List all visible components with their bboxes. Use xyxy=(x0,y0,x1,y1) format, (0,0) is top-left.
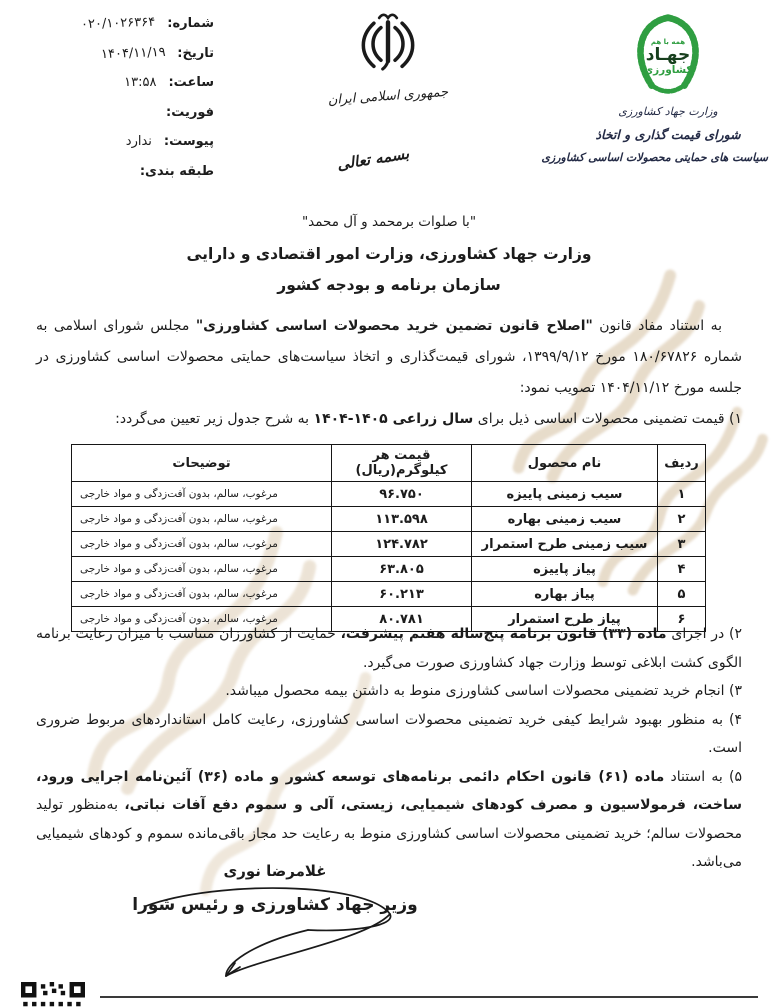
cell-product-name: سیب زمینی پاییزه xyxy=(472,482,658,507)
national-emblem xyxy=(318,10,458,109)
recipients-line2: سازمان برنامه و بودجه کشور xyxy=(277,276,501,294)
paragraph: به استناد مفاد قانون "اصلاح قانون تضمین خرید محصولات اساسی کشاورزی" مجلس شورای اسلامی به شماره ۱۸۰/۶۷۸۲۶ مورخ ۱۳۹۹/۹/۱۲، شورای قیمت‌گذاری و اتخاذ سیاست‌های حمایتی محصولات اساسی کشاورزی در جلسه مورخ ۱۴۰۴/۱۱/۱۲ تصویب نمود: xyxy=(36,318,743,396)
table-row xyxy=(72,582,706,607)
header-price-per-kg: قیمت هر کیلوگرم(ریال) xyxy=(332,445,472,482)
header-rank: ردیف xyxy=(658,445,706,482)
council-name-line2: سیاست های حمایتی محصولات اساسی کشاورزی xyxy=(541,151,768,164)
date-label: تاریخ: xyxy=(177,45,214,61)
iran-emblem-icon xyxy=(359,10,417,84)
number-label: شماره: xyxy=(167,16,214,31)
cell-price: ۱۱۳.۵۹۸ xyxy=(332,507,472,532)
cell-description: مرغوب، سالم، بدون آفت‌زدگی و مواد خارجی xyxy=(72,482,332,507)
besmellah-calligraphy: بسمه تعالی xyxy=(335,144,411,174)
logo-name-main: جهـاد xyxy=(645,44,691,65)
number-value: ۰۲۰/۱۰۲۶۳۶۴ xyxy=(80,14,156,33)
classification-label: طبقه بندی: xyxy=(139,163,214,179)
clauses-paragraphs xyxy=(36,620,742,877)
cell-rank: ۱ xyxy=(658,482,706,507)
cell-rank: ۳ xyxy=(658,532,706,557)
cell-product-name: پیاز پاییزه xyxy=(472,557,658,582)
time-value: ۱۳:۵۸ xyxy=(124,75,157,90)
ministry-name-calligraphy: وزارت جهاد کشاورزی xyxy=(618,105,718,118)
attachment-value: ندارد xyxy=(125,134,152,149)
cell-product-name: پیاز طرح استمرار xyxy=(472,607,658,632)
paragraph: ۲) در اجرای ماده (۳۳) قانون برنامه پنج‌ساله هفتم پیشرفت، حمایت از کشاورزان متناسب با میزان رعایت برنامه الگوی کشت ابلاغی توسط وزارت جهاد کشاورزی صورت می‌گیرد. xyxy=(36,626,742,671)
cell-price: ۱۲۴.۷۸۲ xyxy=(332,532,472,557)
cell-rank: ۵ xyxy=(658,582,706,607)
intro-paragraphs xyxy=(36,311,742,435)
salutation-line: "با صلوات برمحمد و آل محمد" xyxy=(301,214,477,230)
header-description: توضیحات xyxy=(72,445,332,482)
paragraph: ۵) به استناد ماده (۶۱) قانون احکام دائمی برنامه‌های توسعه کشور و ماده (۳۶) آئین‌نامه اجرایی ورود، ساخت، فرمولاسیون و مصرف کودهای شیمیایی، زیستی، آلی و سموم دفع آفات نباتی، به‌منظور تولید محصولات سالم؛ خرید تضمینی محصولات اساسی کشاورزی منوط به رعایت حد مجاز باقی‌مانده سموم و کودهای شیمیایی می‌باشد. xyxy=(36,768,742,870)
logo-motto: همه با هم xyxy=(650,37,686,46)
footer-divider xyxy=(100,996,758,998)
field-urgency xyxy=(14,105,214,135)
cell-price: ۶۰.۲۱۳ xyxy=(332,582,472,607)
recipients-line1: وزارت جهاد کشاورزی، وزارت امور اقتصادی و دارایی xyxy=(186,245,592,263)
cell-description: مرغوب، سالم، بدون آفت‌زدگی و مواد خارجی xyxy=(72,532,332,557)
field-time xyxy=(14,75,214,105)
country-name-calligraphy: جمهوری اسلامی ایران xyxy=(327,84,449,109)
cell-price: ۹۶.۷۵۰ xyxy=(332,482,472,507)
cell-product-name: سیب زمینی طرح استمرار xyxy=(472,532,658,557)
field-classification xyxy=(14,164,214,194)
paragraph: ۱) قیمت تضمینی محصولات اساسی ذیل برای سال زراعی ۱۴۰۴-۱۴۰۵ به شرح جدول زیر تعیین می‌گردد: xyxy=(115,411,742,427)
header-product-name: نام محصول xyxy=(472,445,658,482)
cell-product-name: پیاز بهاره xyxy=(472,582,658,607)
urgency-label: فوریت: xyxy=(166,104,214,120)
guaranteed-price-table xyxy=(71,444,706,632)
field-date xyxy=(14,46,214,76)
cell-rank: ۴ xyxy=(658,557,706,582)
jihad-agriculture-logo-icon xyxy=(624,8,712,102)
paragraph: ۳) انجام خرید تضمینی محصولات اساسی کشاورزی منوط به داشتن بیمه محصول میباشد. xyxy=(225,683,742,699)
cell-price: ۶۳.۸۰۵ xyxy=(332,557,472,582)
field-number xyxy=(14,16,214,46)
cell-product-name: سیب زمینی بهاره xyxy=(472,507,658,532)
date-value: ۱۴۰۴/۱۱/۱۹ xyxy=(100,44,166,62)
signer-name: غلامرضا نوری xyxy=(223,862,327,880)
cell-description: مرغوب، سالم، بدون آفت‌زدگی و مواد خارجی xyxy=(72,582,332,607)
council-name-line1: شورای قیمت گذاری و اتخاذ xyxy=(595,127,741,142)
signer-title: وزیر جهاد کشاورزی و رئیس شورا xyxy=(132,895,418,915)
attachment-label: پیوست: xyxy=(163,134,214,149)
table-row xyxy=(72,532,706,557)
cell-description: مرغوب، سالم، بدون آفت‌زدگی و مواد خارجی xyxy=(72,507,332,532)
table-row xyxy=(72,507,706,532)
time-label: ساعت: xyxy=(168,75,214,90)
table-header-row xyxy=(72,445,706,482)
letter-meta-fields xyxy=(14,16,214,193)
qr-code xyxy=(20,982,86,1008)
table-row xyxy=(72,557,706,582)
paragraph: ۴) به منظور بهبود شرایط کیفی خرید تضمینی محصولات اساسی کشاورزی، رعایت کامل استانداردهای مربوط ضروری است. xyxy=(36,711,742,756)
cell-description: مرغوب، سالم، بدون آفت‌زدگی و مواد خارجی xyxy=(72,557,332,582)
table-row xyxy=(72,482,706,507)
handwritten-signature-icon xyxy=(128,878,428,986)
cell-description: مرغوب، سالم، بدون آفت‌زدگی و مواد خارجی xyxy=(72,607,332,632)
cell-rank: ۶ xyxy=(658,607,706,632)
cell-price: ۸۰.۷۸۱ xyxy=(332,607,472,632)
logo-name-sub: کشاورزی xyxy=(643,64,693,77)
field-attachment xyxy=(14,134,214,164)
cell-rank: ۲ xyxy=(658,507,706,532)
ministry-logo-block xyxy=(541,8,768,164)
